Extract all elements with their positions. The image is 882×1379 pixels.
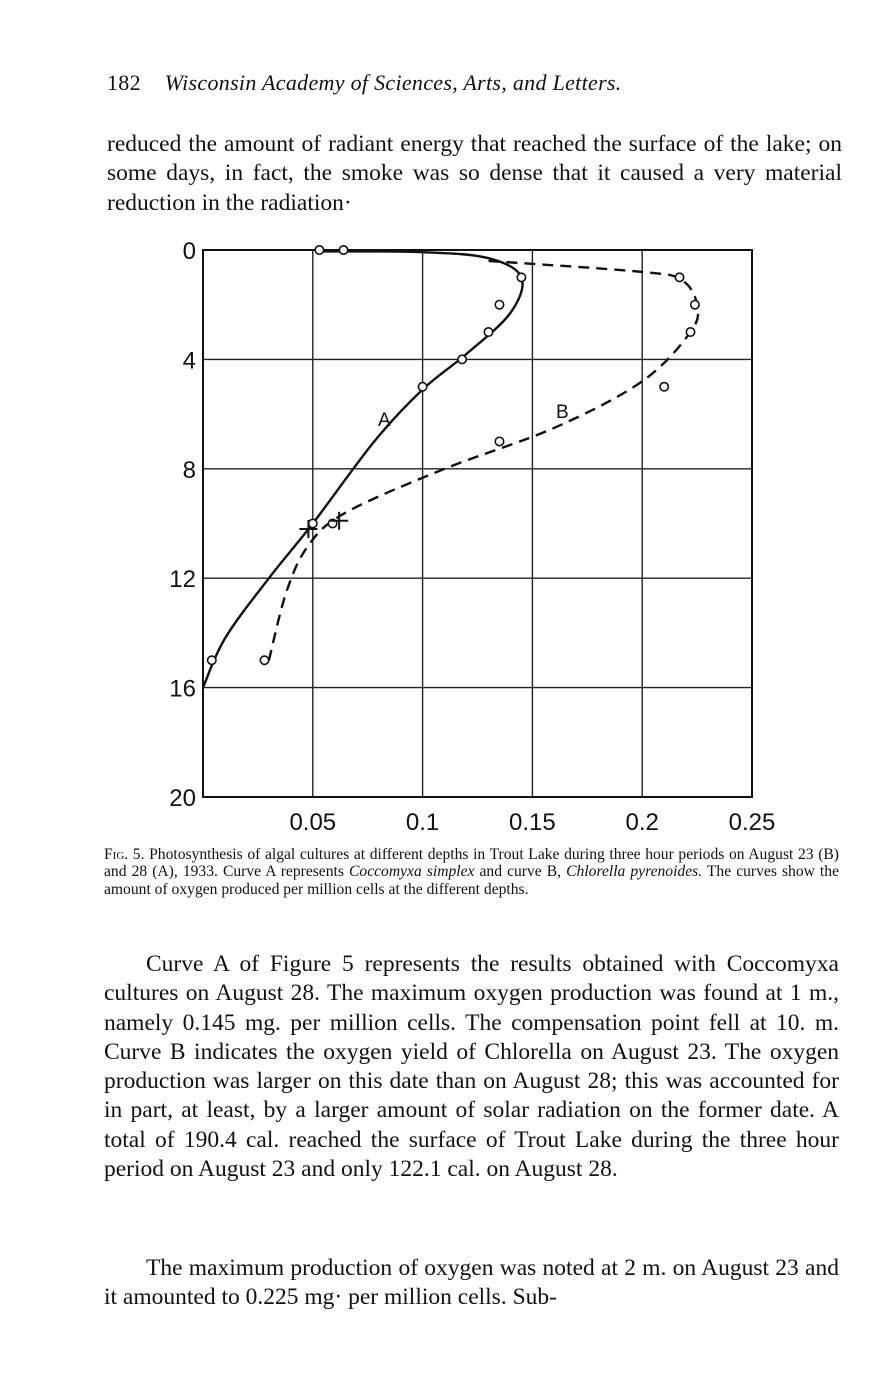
y-tick-label: 20 xyxy=(169,785,196,812)
paragraph-curve-a: Curve A of Figure 5 represents the results obtained with Coccomyxa cultures on August 28. The maximum oxygen production was found at 1 m., namely 0.145 mg. per million cells. The compensation point fell at 10. m. Curve B indicates the oxygen yield of Chlorella on August 23. The oxygen production was larger on this date than on August 28; this was accounted for in part, at least, by a larger amount of solar radiation on the former date. A total of 190.4 cal. reached the surface of Trout Lake during the three hour period on August 23 and only 122.1 cal. on August 28. xyxy=(104,951,839,1183)
caption-text-1: Photosynthesis of algal cultures at different depths in Trout Lake during three hour periods on August 23 (B) and 28 (A), 1933. Curve A represents xyxy=(104,846,839,881)
data-point-a xyxy=(458,355,466,363)
caption-text-2: and curve B, xyxy=(479,863,562,881)
y-tick-label: 12 xyxy=(169,566,196,594)
data-point-b xyxy=(691,301,699,309)
curve-label-a: A xyxy=(378,410,391,431)
data-point-a xyxy=(517,273,525,281)
x-tick-label: 0.05 xyxy=(289,809,337,836)
y-tick-label: 16 xyxy=(169,675,196,703)
data-point-a xyxy=(339,246,347,254)
data-point-a xyxy=(208,656,216,664)
paragraph-intro: reduced the amount of radiant energy that reached the surface of the lake; on some days, in fact, the smoke was so dense that it caused a very material reduction in the radiation· xyxy=(107,131,842,216)
curve-b xyxy=(269,261,698,660)
y-tick-label: 8 xyxy=(182,456,196,484)
caption-species-b: Chlorella pyrenoides. xyxy=(566,863,703,881)
data-point-b xyxy=(675,273,683,281)
data-point-a xyxy=(315,246,323,254)
data-point-a xyxy=(418,383,426,391)
data-point-a xyxy=(484,328,492,336)
curve-label-b: B xyxy=(556,402,569,423)
x-tick-label: 0.15 xyxy=(509,809,556,836)
journal-title: Wisconsin Academy of Sciences, Arts, and Letters. xyxy=(164,70,622,95)
paragraph-maximum: The maximum production of oxygen was noted at 2 m. on August 23 and it amounted to 0.225 mg· per million cells. Sub- xyxy=(104,1255,839,1311)
data-point-b xyxy=(260,656,268,664)
figure-caption xyxy=(104,846,839,898)
caption-species-a: Coccomyxa simplex xyxy=(349,863,475,881)
caption-label: Fig. 5. xyxy=(104,846,145,863)
data-point-b xyxy=(660,383,668,391)
data-point-a xyxy=(495,301,503,309)
y-tick-label: 4 xyxy=(182,347,196,375)
plot-frame xyxy=(203,250,752,797)
data-point-b xyxy=(495,437,503,445)
x-tick-label: 0.1 xyxy=(405,809,440,836)
y-tick-label: 0 xyxy=(182,238,196,265)
page-number: 182 xyxy=(107,70,141,95)
x-tick-label: 0.2 xyxy=(625,809,659,836)
caption-text-3: The curves show the amount of oxygen produced per million cells at the different depths. xyxy=(104,863,839,898)
data-point-b xyxy=(686,328,694,336)
data-point-a xyxy=(309,519,317,527)
x-tick-label: 0.25 xyxy=(728,809,776,836)
